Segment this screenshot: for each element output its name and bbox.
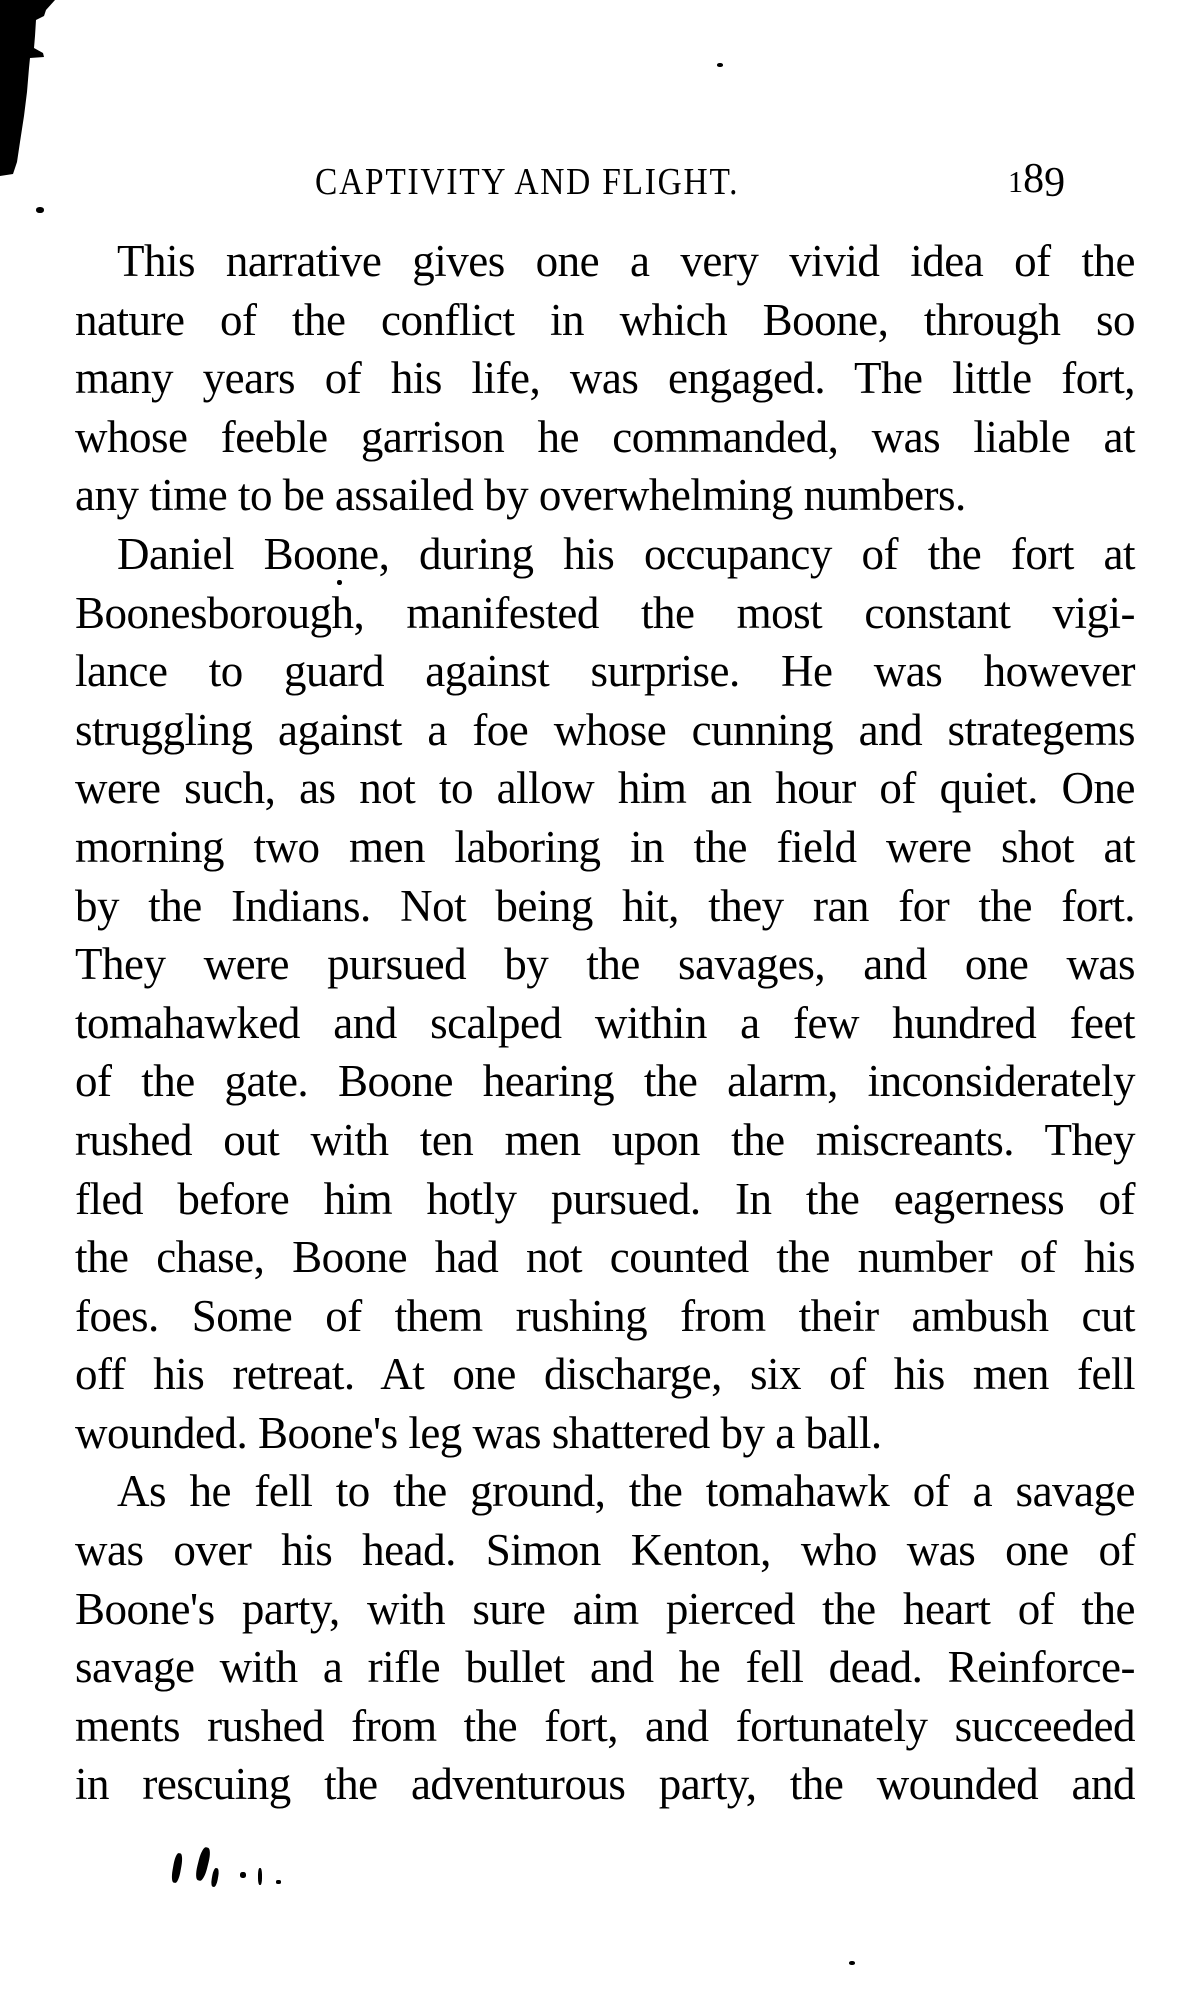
scan-dot: [717, 63, 723, 67]
text-line: savage with a rifle bullet and he fell dead. Reinforce-: [75, 1642, 1135, 1693]
ink-smudge-mark: [240, 1872, 246, 1878]
text-line: Boonesborough, manifested the most constant vigi-: [75, 587, 1135, 638]
text-line: the chase, Boone had not counted the number of his: [75, 1232, 1135, 1283]
running-header-title: CAPTIVITY AND FLIGHT.: [315, 161, 740, 203]
text-line: in rescuing the adventurous party, the wounded and: [75, 1759, 1135, 1810]
ink-smudge-mark: [258, 1868, 262, 1885]
scan-dot: [36, 207, 44, 213]
page-number-digit: 1: [1008, 165, 1024, 199]
text-line: of the gate. Boone hearing the alarm, inconsiderately: [75, 1056, 1135, 1107]
text-line: by the Indians. Not being hit, they ran for the fort.: [75, 880, 1135, 931]
text-line: ments rushed from the fort, and fortunately succeeded: [75, 1700, 1135, 1751]
text-line: As he fell to the ground, the tomahawk of a savage: [117, 1466, 1135, 1517]
ink-smudge-mark: [276, 1880, 281, 1884]
text-line: any time to be assailed by overwhelming numbers.: [75, 470, 966, 521]
text-line: fled before him hotly pursued. In the eagerness of: [75, 1173, 1135, 1224]
text-line: wounded. Boone's leg was shattered by a ball.: [75, 1407, 882, 1458]
text-line: morning two men laboring in the field were shot at: [75, 821, 1135, 872]
text-line: whose feeble garrison he commanded, was liable at: [75, 411, 1135, 462]
text-line: many years of his life, was engaged. The little fort,: [75, 353, 1135, 404]
text-line: was over his head. Simon Kenton, who was one of: [75, 1525, 1135, 1576]
text-line: lance to guard against surprise. He was however: [75, 646, 1135, 697]
text-line: Boone's party, with sure aim pierced the heart of the: [75, 1583, 1135, 1634]
ink-smudge-mark: [170, 1853, 183, 1884]
text-line: Daniel Boone, during his occupancy of the fort at: [117, 528, 1135, 579]
page-number: [1008, 155, 1066, 207]
scan-corner-blob: [0, 0, 70, 180]
scan-dot: [849, 1961, 855, 1965]
page-number-digit: 9: [1044, 160, 1066, 207]
ink-smudge-mark: [210, 1868, 219, 1888]
text-line: nature of the conflict in which Boone, through so: [75, 294, 1135, 345]
text-line: struggling against a foe whose cunning and strategems: [75, 704, 1135, 755]
ink-smudge-mark: [194, 1846, 212, 1881]
text-line: They were pursued by the savages, and one was: [75, 939, 1135, 990]
page-number-digit: 8: [1023, 156, 1045, 202]
body-text: [75, 232, 1135, 1814]
text-line: foes. Some of them rushing from their ambush cut: [75, 1290, 1135, 1341]
text-line: off his retreat. At one discharge, six of his men fell: [75, 1349, 1135, 1400]
text-line: rushed out with ten men upon the miscreants. They: [75, 1114, 1135, 1165]
text-line: were such, as not to allow him an hour of quiet. One: [75, 763, 1135, 814]
text-line: This narrative gives one a very vivid idea of the: [117, 236, 1135, 286]
text-line: tomahawked and scalped within a few hundred feet: [75, 997, 1135, 1048]
